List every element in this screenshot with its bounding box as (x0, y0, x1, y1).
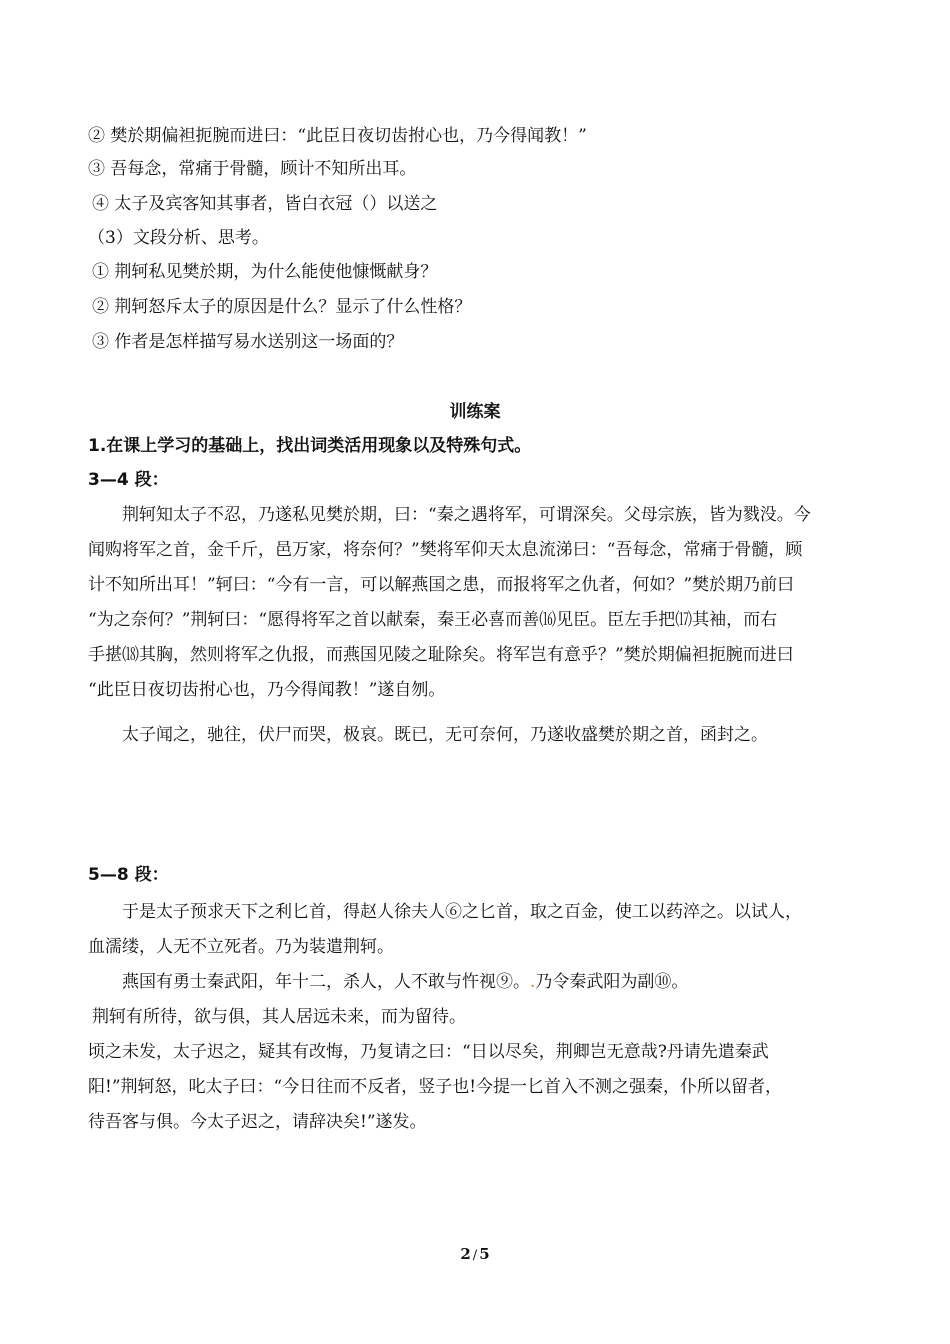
section-2-line: 血濡缕，人无不立死者。乃为装遣荆轲。 (88, 937, 394, 957)
section-1-line: 荆轲知太子不忍，乃遂私见樊於期，曰：“秦之遇将军，可谓深矣。父母宗族，皆为戮没。今 (122, 505, 811, 525)
section-2-paragraph-2-part-a: 燕国有勇士秦武阳，年十二，杀人，人不敢与忤视⑨。 (122, 972, 530, 992)
training-task-1: 1.在课上学习的基础上，找出词类活用现象以及特殊句式。 (88, 436, 532, 456)
part3-heading: （3）文段分析、思考。 (88, 228, 269, 248)
page-number (0, 1242, 950, 1268)
question-4: ④ 太子及宾客知其事者，皆白衣冠（）以送之 (92, 194, 438, 214)
section-2-paragraph-4-line: 顷之未发，太子迟之，疑其有改悔，乃复请之曰：“日以尽矣，荆卿岂无意哉?丹请先遣秦武 (88, 1042, 769, 1062)
section-1-line: 闻购将军之首，金千斤，邑万家，将奈何？”樊将军仰天太息流涕曰：“吾每念，常痛于骨髓，顾 (88, 540, 803, 560)
section-1-line: “此臣日夜切齿拊心也，乃今得闻教！”遂自刎。 (88, 680, 446, 700)
section-2-line: 于是太子预求天下之利匕首，得赵人徐夫人⑥之匕首，取之百金，使工以药淬之。以试人， (122, 902, 802, 922)
question-2: ② 樊於期偏袒扼腕而进曰：“此臣日夜切齿拊心也，乃今得闻教！” (88, 126, 587, 146)
section-1-line: 手揕⒅其胸，然则将军之仇报，而燕国见陵之耻除矣。将军岂有意乎？”樊於期偏袒扼腕而进曰 (88, 645, 794, 665)
section-2-paragraph-4-line: 阳!”荆轲怒，叱太子曰：“今日往而不反者，竖子也!今提一匕首入不测之强秦，仆所以留者， (88, 1077, 783, 1097)
section-1-line: 计不知所出耳！”轲曰：“今有一言，可以解燕国之患，而报将军之仇者，何如？”樊於期乃前曰 (88, 575, 795, 595)
section-1-label: 3—4 段： (88, 470, 169, 490)
section-2-paragraph-3: 荆轲有所待，欲与俱，其人居远未来，而为留待。 (92, 1007, 466, 1027)
part3-question-1: ① 荆轲私见樊於期，为什么能使他慷慨献身？ (92, 262, 438, 282)
page-separator: / (472, 1248, 478, 1263)
section-2-paragraph-2 (122, 970, 688, 994)
page-total: 5 (479, 1245, 490, 1263)
section-1-paragraph-2: 太子闻之，驰往，伏尸而哭，极哀。既已，无可奈何，乃遂收盛樊於期之首，函封之。 (122, 725, 768, 745)
section-2-label: 5—8 段： (88, 865, 169, 885)
part3-question-3: ③ 作者是怎样描写易水送别这一场面的？ (92, 332, 404, 352)
stray-dot: . (530, 972, 536, 992)
section-2-paragraph-4-line: 待吾客与俱。今太子迟之，请辞决矣!”遂发。 (88, 1112, 427, 1132)
section-1-line: “为之奈何？”荆轲曰：“愿得将军之首以献秦，秦王必喜而善⒃见臣。臣左手把⒄其袖，而右 (88, 610, 778, 630)
part3-question-2: ② 荆轲怒斥太子的原因是什么？显示了什么性格？ (92, 297, 472, 317)
section-2-paragraph-2-part-b: 乃令秦武阳为副⑩。 (535, 972, 689, 992)
question-3: ③ 吾每念，常痛于骨髓，顾计不知所出耳。 (88, 159, 417, 179)
training-title: 训练案 (449, 402, 501, 422)
page-current: 2 (460, 1245, 471, 1263)
